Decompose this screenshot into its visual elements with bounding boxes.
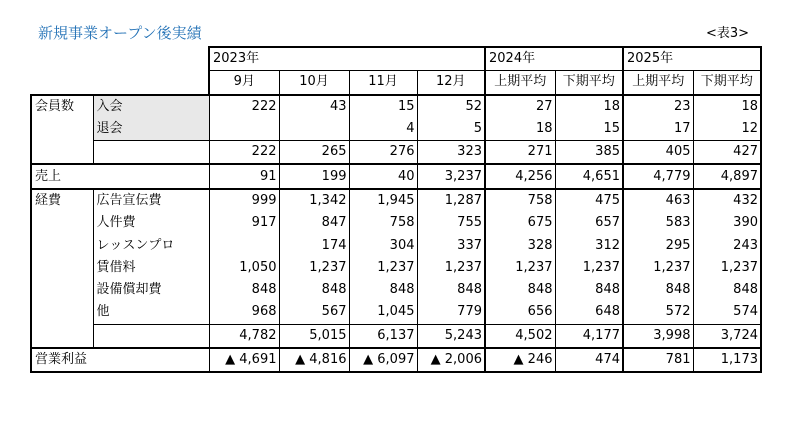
table-cell: 91 <box>209 164 279 188</box>
table-cell: 463 <box>623 189 693 212</box>
row-label: 他 <box>93 301 209 324</box>
table-cell: 779 <box>417 301 485 324</box>
period-header: 9月 <box>209 71 279 95</box>
period-header: 下期平均 <box>693 71 761 95</box>
table-cell: 174 <box>279 234 349 256</box>
table-cell: 1,287 <box>417 189 485 212</box>
table-cell: 1,045 <box>349 301 417 324</box>
table-cell: ▲ 2,006 <box>417 348 485 372</box>
table-cell: 427 <box>693 141 761 165</box>
table-cell: 1,237 <box>349 257 417 279</box>
period-header: 12月 <box>417 71 485 95</box>
table-cell: 337 <box>417 234 485 256</box>
table-cell <box>209 234 279 256</box>
table-cell: 999 <box>209 189 279 212</box>
period-header: 上期平均 <box>485 71 555 95</box>
page-title: 新規事業オープン後実績 <box>38 24 202 42</box>
table-cell: ▲ 246 <box>485 348 555 372</box>
table-cell: 222 <box>209 95 279 118</box>
table-cell: 432 <box>693 189 761 212</box>
period-header: 11月 <box>349 71 417 95</box>
row-label: 退会 <box>93 118 209 141</box>
table-cell: 4,502 <box>485 324 555 348</box>
expense-row <box>31 257 761 279</box>
sales-row <box>31 164 761 188</box>
table-cell: 385 <box>555 141 623 165</box>
row-label: レッスンプロ <box>93 234 209 256</box>
period-header: 下期平均 <box>555 71 623 95</box>
table-cell: 781 <box>623 348 693 372</box>
table-cell: 758 <box>349 212 417 234</box>
table-cell: 15 <box>555 118 623 141</box>
table-cell: ▲ 6,097 <box>349 348 417 372</box>
table-cell: 4 <box>349 118 417 141</box>
table-cell: 848 <box>279 279 349 301</box>
table-cell: 848 <box>693 279 761 301</box>
expense-row <box>31 279 761 301</box>
header-blank <box>31 71 209 95</box>
table-cell: 657 <box>555 212 623 234</box>
table-cell: 1,050 <box>209 257 279 279</box>
year-header: 2024年 <box>485 47 623 71</box>
table-cell: 1,342 <box>279 189 349 212</box>
expense-row <box>31 234 761 256</box>
table-cell: 968 <box>209 301 279 324</box>
table-cell: 474 <box>555 348 623 372</box>
header-row-years <box>31 47 761 71</box>
table-cell: 848 <box>417 279 485 301</box>
expense-row <box>31 189 761 212</box>
sales-label: 売上 <box>31 164 209 188</box>
table-cell: 222 <box>209 141 279 165</box>
table-cell: 27 <box>485 95 555 118</box>
table-cell: 6,137 <box>349 324 417 348</box>
expense-row <box>31 212 761 234</box>
table-cell: 1,237 <box>417 257 485 279</box>
members-label: 会員数 <box>31 95 93 165</box>
table-cell: 18 <box>555 95 623 118</box>
table-cell: 15 <box>349 95 417 118</box>
table-cell <box>279 118 349 141</box>
table-cell: 328 <box>485 234 555 256</box>
table-cell: 18 <box>693 95 761 118</box>
table-cell: 1,237 <box>279 257 349 279</box>
table-cell: 567 <box>279 301 349 324</box>
table-cell: 572 <box>623 301 693 324</box>
profit-label: 営業利益 <box>31 348 209 372</box>
table-cell: 17 <box>623 118 693 141</box>
table-cell: 847 <box>279 212 349 234</box>
members-total-row <box>31 141 761 165</box>
profit-row <box>31 348 761 372</box>
row-label: 設備償却費 <box>93 279 209 301</box>
table-cell: 3,724 <box>693 324 761 348</box>
results-table <box>30 46 762 373</box>
header-row-periods <box>31 71 761 95</box>
expenses-label: 経費 <box>31 189 93 348</box>
table-cell: 4,651 <box>555 164 623 188</box>
table-cell: 4,177 <box>555 324 623 348</box>
table-cell: 848 <box>623 279 693 301</box>
table-cell: 848 <box>555 279 623 301</box>
table-cell: 23 <box>623 95 693 118</box>
header-blank <box>31 47 209 71</box>
table-reference-label: <表3> <box>706 26 750 41</box>
members-join-row <box>31 95 761 118</box>
table-cell: 574 <box>693 301 761 324</box>
members-leave-row <box>31 118 761 141</box>
table-cell: 3,237 <box>417 164 485 188</box>
table-cell: 675 <box>485 212 555 234</box>
year-header: 2025年 <box>623 47 761 71</box>
table-cell: 4,897 <box>693 164 761 188</box>
table-cell: 243 <box>693 234 761 256</box>
year-header: 2023年 <box>209 47 485 71</box>
table-cell: 848 <box>349 279 417 301</box>
table-cell: 405 <box>623 141 693 165</box>
table-cell: 1,945 <box>349 189 417 212</box>
table-cell: 1,173 <box>693 348 761 372</box>
expenses-total-row <box>31 324 761 348</box>
row-label-blank <box>93 324 209 348</box>
table-cell: 4,782 <box>209 324 279 348</box>
period-header: 10月 <box>279 71 349 95</box>
row-label: 賃借料 <box>93 257 209 279</box>
table-cell: 656 <box>485 301 555 324</box>
table-cell: 758 <box>485 189 555 212</box>
table-cell: 5,243 <box>417 324 485 348</box>
table-cell: 848 <box>209 279 279 301</box>
expense-row <box>31 301 761 324</box>
table-cell: 4,779 <box>623 164 693 188</box>
period-header: 上期平均 <box>623 71 693 95</box>
table-cell: 5,015 <box>279 324 349 348</box>
table-cell: 1,237 <box>623 257 693 279</box>
table-cell: 304 <box>349 234 417 256</box>
table-cell: 323 <box>417 141 485 165</box>
table-cell: 40 <box>349 164 417 188</box>
table-cell: ▲ 4,691 <box>209 348 279 372</box>
table-cell: 917 <box>209 212 279 234</box>
table-cell: 1,237 <box>485 257 555 279</box>
table-cell: 271 <box>485 141 555 165</box>
table-cell: 4,256 <box>485 164 555 188</box>
row-label: 入会 <box>93 95 209 118</box>
table-cell: 755 <box>417 212 485 234</box>
table-cell: 475 <box>555 189 623 212</box>
row-label-blank <box>93 141 209 165</box>
table-cell: 52 <box>417 95 485 118</box>
table-body <box>31 47 761 372</box>
table-cell: 583 <box>623 212 693 234</box>
table-cell: 648 <box>555 301 623 324</box>
table-cell: 265 <box>279 141 349 165</box>
table-cell: 199 <box>279 164 349 188</box>
table-cell: 390 <box>693 212 761 234</box>
table-cell: 3,998 <box>623 324 693 348</box>
table-cell: 5 <box>417 118 485 141</box>
table-cell: 43 <box>279 95 349 118</box>
table-cell <box>209 118 279 141</box>
table-cell: 1,237 <box>555 257 623 279</box>
table-cell: 1,237 <box>693 257 761 279</box>
table-cell: 18 <box>485 118 555 141</box>
table-cell: 276 <box>349 141 417 165</box>
table-cell: ▲ 4,816 <box>279 348 349 372</box>
row-label: 広告宣伝費 <box>93 189 209 212</box>
table-cell: 848 <box>485 279 555 301</box>
row-label: 人件費 <box>93 212 209 234</box>
table-cell: 312 <box>555 234 623 256</box>
table-cell: 12 <box>693 118 761 141</box>
table-cell: 295 <box>623 234 693 256</box>
